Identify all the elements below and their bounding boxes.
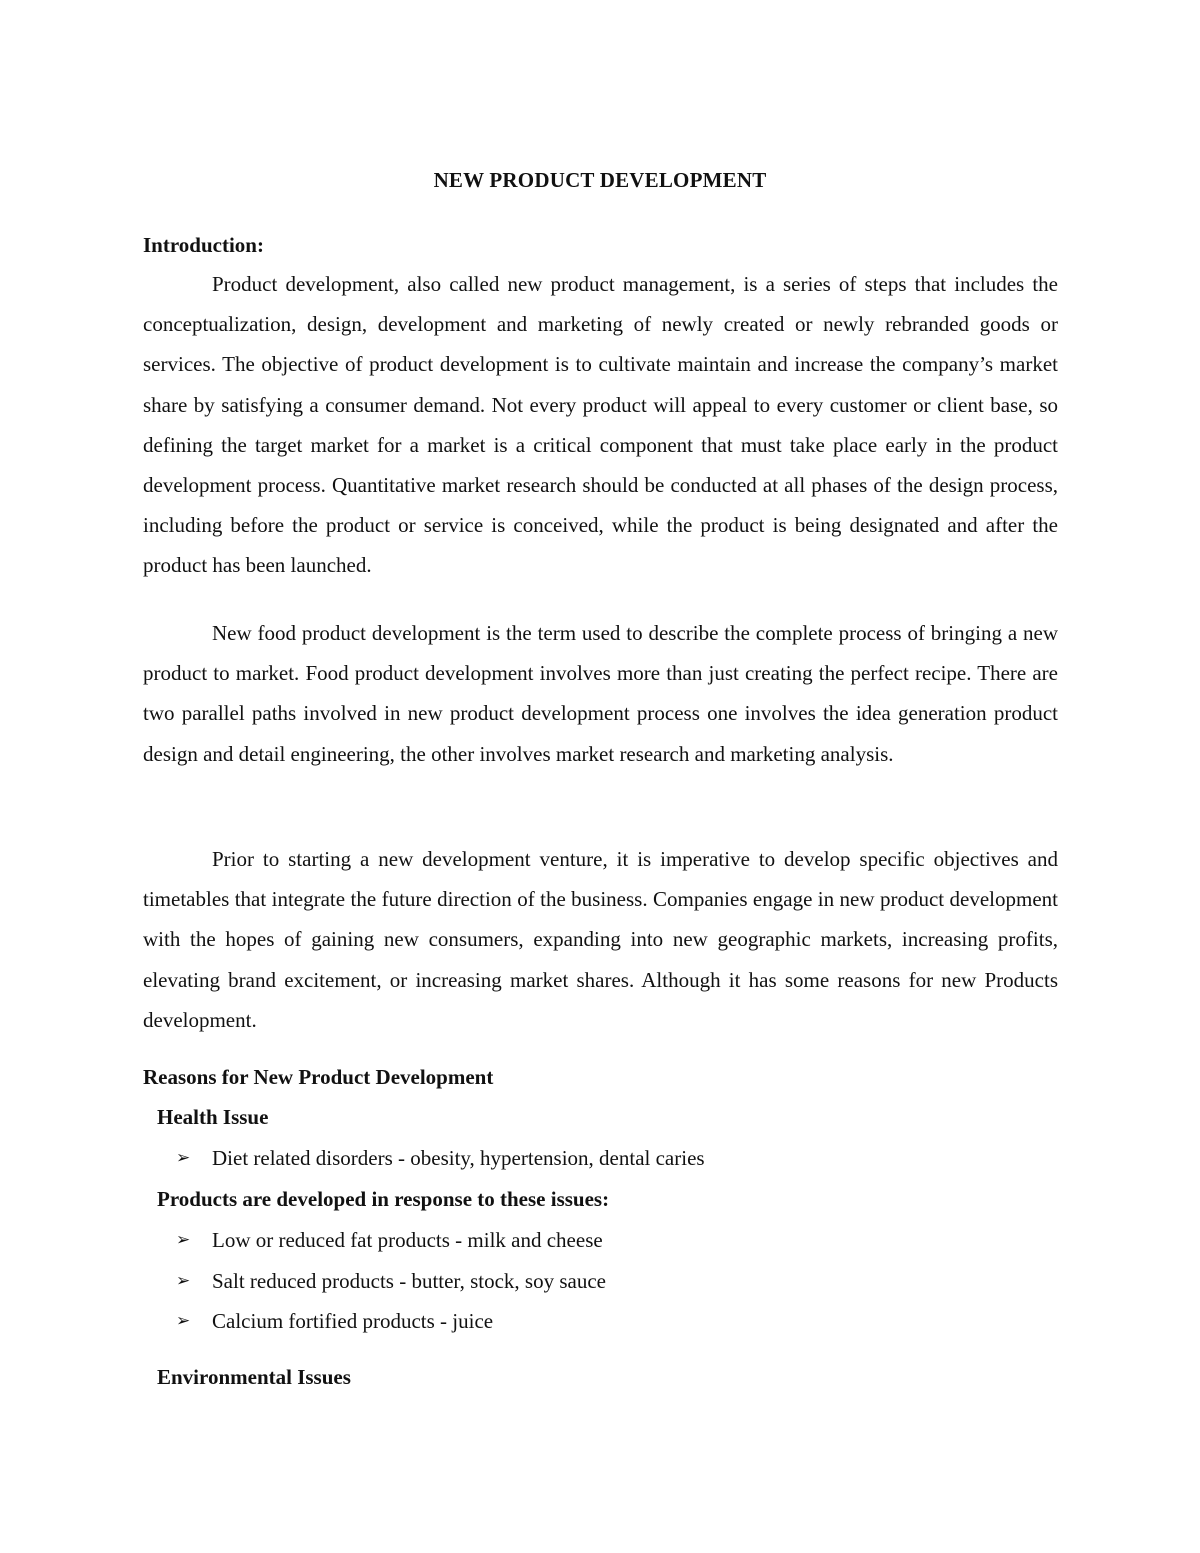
health-issue-heading: Health Issue bbox=[157, 1105, 269, 1129]
environmental-issues-heading: Environmental Issues bbox=[157, 1365, 351, 1389]
paragraph-2: New food product development is the term used to describe the complete process of bringing a new product to market. Food product development involves more than just creating the perfect recipe. There are two parallel paths involved in new product development process one involves the idea generation product design and detail engineering, the other involves market research and marketing analysis. bbox=[143, 621, 1058, 766]
paragraph-1: Product development, also called new product management, is a series of steps that includes the conceptualization, design, development and marketing of newly created or newly rebranded goods or services. The objective of product development is to cultivate maintain and increase the company’s market share by satisfying a consumer demand. Not every product will appeal to every customer or client base, so defining the target market for a market is a critical component that must take place early in the product development process. Quantitative market research should be conducted at all phases of the design process, including before the product or service is conceived, while the product is being designated and after the product has been launched. bbox=[143, 272, 1058, 578]
list-item-text: Low or reduced fat products - milk and cheese bbox=[212, 1228, 603, 1252]
arrow-bullet-icon: ➢ bbox=[176, 1311, 191, 1331]
list-item-text: Salt reduced products - butter, stock, soy sauce bbox=[212, 1268, 606, 1293]
arrow-bullet-icon: ➢ bbox=[176, 1230, 191, 1250]
response-heading: Products are developed in response to these issues: bbox=[157, 1187, 610, 1211]
page-title: NEW PRODUCT DEVELOPMENT bbox=[433, 168, 767, 192]
response-bullet-list bbox=[176, 1226, 606, 1348]
paragraph-3: Prior to starting a new development venture, it is imperative to develop specific objectives and timetables that integrate the future direction of the business. Companies engage in new product development with the hopes of gaining new consumers, expanding into new geographic markets, increasing profits, elevating brand excitement, or increasing market shares. Although it has some reasons for new Products development. bbox=[143, 847, 1058, 1032]
reasons-heading: Reasons for New Product Development bbox=[143, 1065, 494, 1089]
arrow-bullet-icon: ➢ bbox=[176, 1270, 191, 1291]
list-item-text: Calcium fortified products - juice bbox=[212, 1309, 494, 1333]
health-bullet-list bbox=[176, 1144, 705, 1185]
list-item-text: Diet related disorders - obesity, hypertension, dental caries bbox=[212, 1146, 705, 1170]
introduction-heading: Introduction: bbox=[143, 233, 264, 257]
list-item bbox=[176, 1267, 606, 1308]
list-item bbox=[176, 1226, 606, 1267]
list-item bbox=[176, 1144, 705, 1185]
arrow-bullet-icon: ➢ bbox=[176, 1148, 191, 1168]
list-item bbox=[176, 1307, 606, 1348]
